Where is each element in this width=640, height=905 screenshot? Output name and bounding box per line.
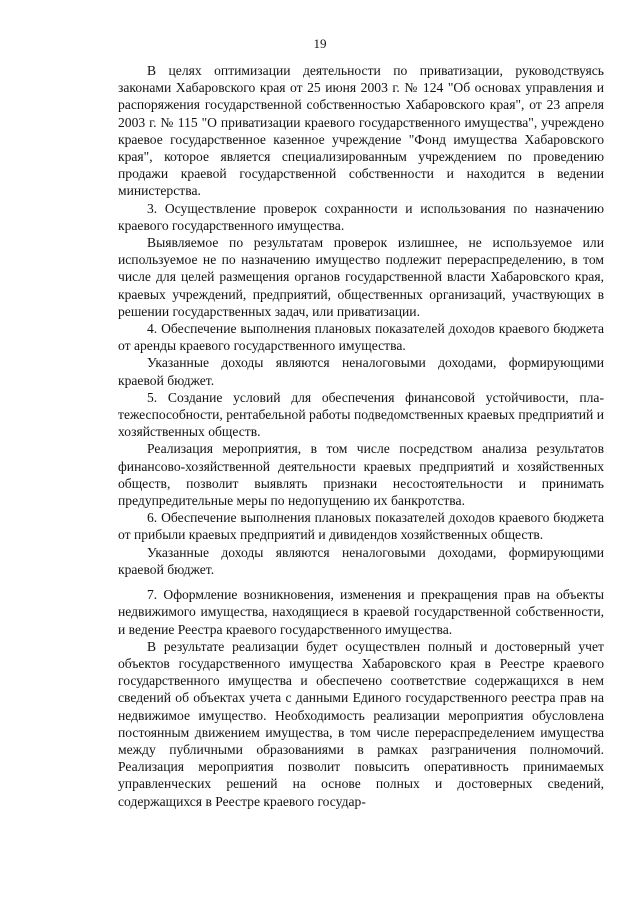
- paragraph-item-7: 7. Оформление возникновения, изменения и прекращения прав на объекты недвижимого имущества, находящиеся в краевой государственной собственности, и ведение Реестра краевого государственного имущества.: [118, 587, 604, 637]
- paragraph-redistribution: Выявляемое по результатам проверок излишнее, не используемое или используемое не по назначению имущество подлежит перераспределению, в том числе для целей размещения органов государственной власти Хабаровского края, краевых учреждений, предприятий, общественных организаций, участвующих в решении государственных задач, или приватизации.: [118, 235, 604, 319]
- paragraph-bankruptcy-prevention: Реализация мероприятия, в том числе посредством анализа результатов финансово-хозяйственной деятельности краевых предприятий и хозяйственных обществ, позволит выявлять признаки несостоятельности и принимать предупредительные меры по недопущению их банкротства.: [118, 441, 604, 509]
- paragraph-non-tax-income-2: Указанные доходы являются неналоговыми доходами, формирующими краевой бюджет.: [118, 544, 604, 577]
- document-body: [118, 62, 604, 810]
- paragraph-item-5: 5. Создание условий для обеспечения финансовой устойчивости, платежеспособности, рентабельной работы подведомственных краевых предприятий и хозяйственных обществ.: [118, 389, 604, 440]
- paragraph-item-4: 4. Обеспечение выполнения плановых показателей доходов краевого бюджета от аренды краевого государственного имущества.: [118, 321, 604, 354]
- paragraph-registry-accounting: В результате реализации будет осуществлен полный и достоверный учет объектов государственного имущества Хабаровского края в Реестре краевого государственного имущества и обеспечено соответствие содержащихся в нем сведений об объектах учета с данными Единого государственного реестра прав на недвижимое имущество. Необходимость реализации мероприятия обусловлена постоянным движением имущества, в том числе перераспределением имущества между публичными образованиями в рамках разграничения полномочий. Реализация мероприятия позволит повысить оперативность принимаемых управленческих решений на основе полных и достоверных сведений, содержащихся в Реестре краевого государ-: [118, 638, 604, 809]
- page-number: 19: [313, 36, 327, 51]
- paragraph-item-6: 6. Обеспечение выполнения плановых показателей доходов краевого бюджета от прибыли краевых предприятий и дивидендов хозяйственных обществ.: [118, 510, 604, 543]
- paragraph-non-tax-income-1: Указанные доходы являются неналоговыми доходами, формирующими краевой бюджет.: [118, 355, 604, 388]
- paragraph-item-3: 3. Осуществление проверок сохранности и использования по назначению краевого государственного имущества.: [118, 200, 604, 233]
- paragraph-privatization-fund: В целях оптимизации деятельности по приватизации, руководствуясь законами Хабаровского края от 25 июня 2003 г. № 124 "Об основах управления и распоряжения государственной собственностью Хабаровского края", от 23 апреля 2003 г. № 115 "О приватизации краевого государственного имущества", учреждено краевое государственное казенное учреждение "Фонд имущества Хабаровского края", которое является специализированным учреждением по проведению продажи краевой государственной собственности и находится в ведении министерства.: [118, 63, 604, 199]
